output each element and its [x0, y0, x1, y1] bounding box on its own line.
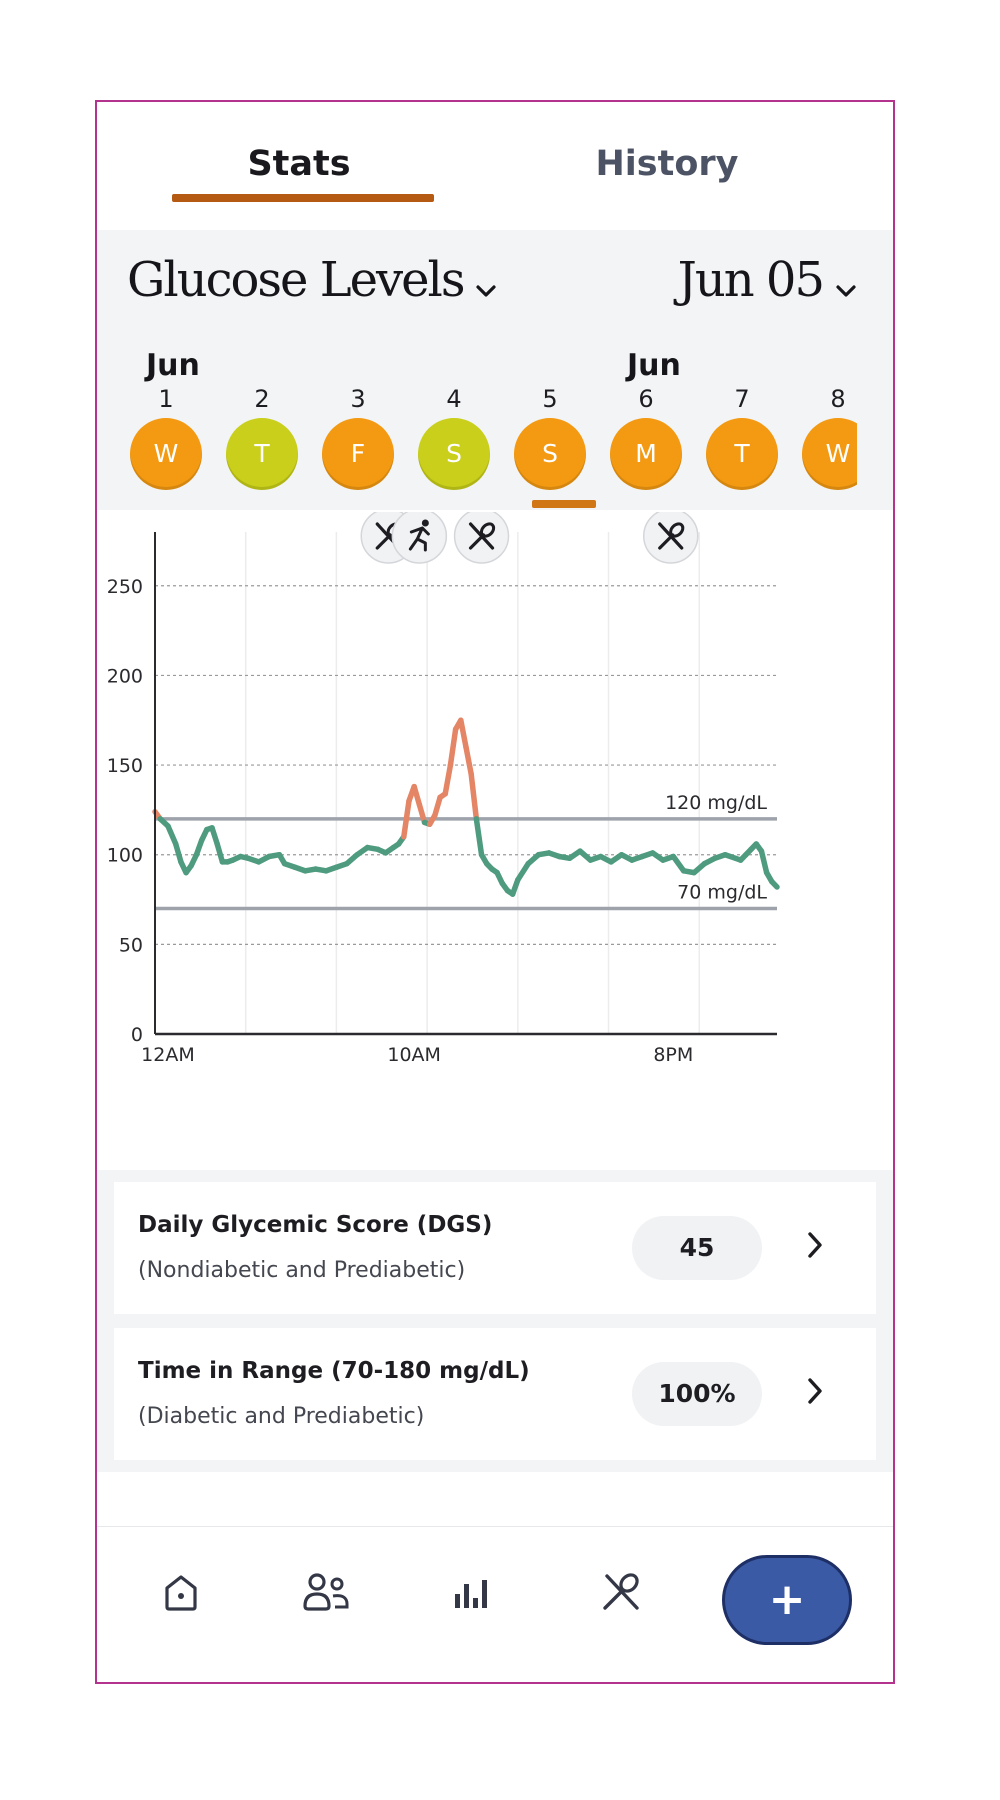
- day-item-selected[interactable]: [512, 384, 588, 490]
- day-number: 3: [350, 385, 366, 413]
- day-item[interactable]: [128, 384, 204, 490]
- card-subtitle: (Nondiabetic and Prediabetic): [138, 1258, 466, 1283]
- day-item[interactable]: [608, 384, 684, 490]
- day-number: 8: [830, 385, 846, 413]
- people-icon: [299, 1599, 353, 1618]
- glucose-line-segment: [761, 851, 766, 873]
- chevron-right-icon[interactable]: [806, 1230, 824, 1264]
- tab-bar: [97, 102, 893, 230]
- dgs-card[interactable]: [114, 1182, 876, 1314]
- day-circle: F: [322, 418, 394, 490]
- day-circle: T: [226, 418, 298, 490]
- month-label: Jun: [627, 348, 681, 383]
- day-number: 4: [446, 385, 462, 413]
- nav-community[interactable]: [299, 1570, 353, 1618]
- day-number: 1: [158, 385, 174, 413]
- reference-line-label: 70 mg/dL: [677, 881, 767, 904]
- chevron-right-icon[interactable]: [806, 1376, 824, 1410]
- y-tick-label: 200: [106, 665, 143, 688]
- day-strip[interactable]: [97, 384, 857, 504]
- day-circle: S: [514, 418, 586, 490]
- y-tick-label: 150: [106, 755, 143, 778]
- add-button[interactable]: [722, 1555, 852, 1645]
- chevron-down-icon: [835, 256, 857, 312]
- day-item[interactable]: [416, 384, 492, 490]
- day-item[interactable]: [224, 384, 300, 490]
- nav-stats[interactable]: [449, 1570, 493, 1618]
- card-title: Time in Range (70-180 mg/dL): [138, 1358, 530, 1384]
- day-item[interactable]: [800, 384, 857, 490]
- dgs-value: 45: [632, 1216, 762, 1280]
- meal-event-marker: [644, 512, 698, 563]
- metric-selector[interactable]: [127, 252, 497, 312]
- card-subtitle: (Diabetic and Prediabetic): [138, 1404, 425, 1429]
- glucose-line-segment: [168, 826, 176, 844]
- x-tick-label: 12AM: [141, 1044, 195, 1066]
- tab-history[interactable]: History: [595, 144, 739, 184]
- day-circle: M: [610, 418, 682, 490]
- bottom-nav-divider: [97, 1526, 893, 1527]
- day-item[interactable]: [320, 384, 396, 490]
- meal-event-marker: [455, 512, 509, 563]
- day-number: 2: [254, 385, 270, 413]
- glucose-line-segment: [476, 819, 481, 855]
- glucose-line-segment: [772, 882, 777, 887]
- glucose-line-segment: [518, 864, 528, 880]
- glucose-line-segment: [176, 844, 181, 862]
- header-panel: [97, 230, 893, 510]
- day-item[interactable]: [704, 384, 780, 490]
- day-circle: W: [802, 418, 857, 490]
- active-tab-indicator: [172, 194, 434, 202]
- home-icon: [159, 1599, 203, 1618]
- plus-icon: +: [768, 1574, 806, 1625]
- glucose-line-segment: [471, 774, 476, 819]
- date-selector[interactable]: [678, 252, 857, 312]
- exercise-event-marker: [392, 512, 446, 563]
- y-tick-label: 250: [106, 575, 143, 598]
- app-screen: [95, 100, 895, 1684]
- selected-day-indicator: [532, 500, 596, 508]
- y-tick-label: 100: [106, 844, 143, 867]
- month-label: Jun: [146, 348, 200, 383]
- date-label: Jun 05: [677, 252, 823, 308]
- glucose-chart-svg: [97, 512, 893, 1152]
- day-number: 7: [734, 385, 750, 413]
- day-number: 5: [542, 385, 558, 413]
- glucose-line-segment: [466, 747, 471, 774]
- glucose-line-segment: [414, 787, 419, 805]
- y-tick-label: 50: [118, 934, 143, 957]
- time-in-range-card[interactable]: [114, 1328, 876, 1460]
- meal-icon: [599, 1599, 643, 1618]
- nav-meals[interactable]: [599, 1570, 643, 1618]
- day-number: 6: [638, 385, 654, 413]
- metric-label: Glucose Levels: [127, 252, 464, 308]
- glucose-line-segment: [435, 797, 440, 815]
- day-circle: W: [130, 418, 202, 490]
- chevron-down-icon: [475, 256, 497, 312]
- glucose-line-segment: [404, 801, 409, 837]
- glucose-line-segment: [217, 844, 222, 862]
- time-in-range-value: 100%: [632, 1362, 762, 1426]
- glucose-line-segment: [445, 765, 450, 794]
- x-tick-label: 8PM: [653, 1044, 694, 1066]
- nav-home[interactable]: [159, 1570, 203, 1618]
- x-tick-label: 10AM: [387, 1044, 441, 1066]
- glucose-chart[interactable]: [97, 512, 893, 1152]
- y-tick-label: 0: [130, 1024, 143, 1046]
- reference-line-label: 120 mg/dL: [665, 791, 767, 814]
- day-circle: T: [706, 418, 778, 490]
- card-title: Daily Glycemic Score (DGS): [138, 1212, 493, 1238]
- glucose-line-segment: [450, 729, 455, 765]
- runner-head: [422, 520, 429, 527]
- day-circle: S: [418, 418, 490, 490]
- stats-icon: [449, 1599, 493, 1618]
- tab-stats[interactable]: Stats: [247, 144, 351, 184]
- glucose-line-segment: [461, 720, 466, 747]
